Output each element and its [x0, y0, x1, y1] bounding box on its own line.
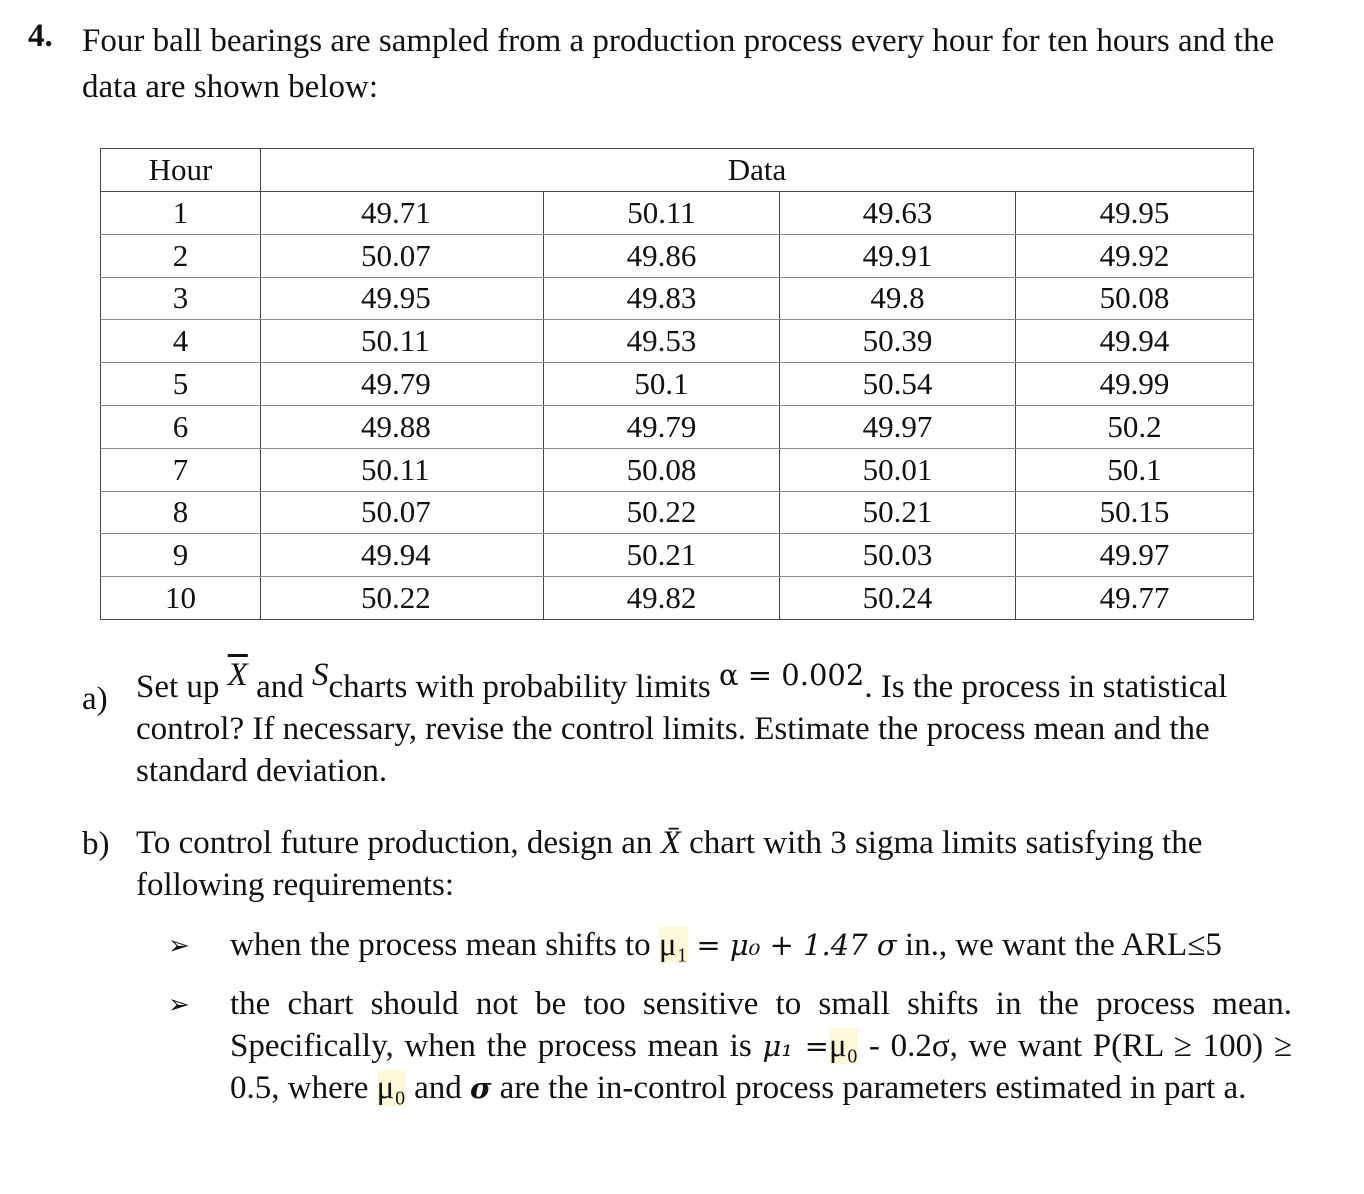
- data-cell: 50.1: [544, 363, 780, 406]
- data-cell: 50.07: [261, 491, 544, 534]
- data-cell: 49.88: [261, 405, 544, 448]
- question-intro: Four ball bearings are sampled from a production process every hour for ten hours and the data are shown below:: [82, 23, 1275, 105]
- bullet-1-text: when the process mean shifts to μ₁ = μ₀ + 1.47 σ in., we want the ARL≤5: [230, 927, 1222, 963]
- table-row: [101, 491, 1254, 534]
- part-a-text: Set up $\overline{X}$ and Scharts with probability limits α = 0.002. Is the process in statistical control? If necessary, revise the control limits. Estimate the process mean and the standard deviation.: [136, 657, 1228, 789]
- data-cell: 50.11: [544, 192, 780, 235]
- data-cell: 49.79: [544, 405, 780, 448]
- data-cell: 49.63: [780, 192, 1016, 235]
- hour-cell: 4: [101, 320, 261, 363]
- data-cell: 50.54: [780, 363, 1016, 406]
- header-hour: Hour: [101, 149, 261, 192]
- question-number: 4.: [28, 18, 53, 54]
- data-cell: 50.08: [544, 448, 780, 491]
- data-cell: 49.83: [544, 277, 780, 320]
- data-cell: 49.91: [780, 234, 1016, 277]
- data-cell: 50.11: [261, 320, 544, 363]
- data-cell: 50.11: [261, 448, 544, 491]
- data-cell: 49.94: [261, 534, 544, 577]
- table-header-row: [101, 149, 1254, 192]
- data-cell: 49.92: [1016, 234, 1254, 277]
- data-cell: 49.94: [1016, 320, 1254, 363]
- xbar-symbol: $\overline{X}$: [227, 657, 248, 693]
- hour-cell: 6: [101, 405, 261, 448]
- part-b-text: To control future production, design an X̄ chart with 3 sigma limits satisfying the following requirements:: [136, 825, 1203, 903]
- s-symbol: S: [312, 657, 329, 693]
- table-row: [101, 234, 1254, 277]
- data-cell: 50.21: [544, 534, 780, 577]
- data-cell: 50.39: [780, 320, 1016, 363]
- data-cell: 49.97: [780, 405, 1016, 448]
- data-cell: 49.71: [261, 192, 544, 235]
- data-cell: 50.15: [1016, 491, 1254, 534]
- xbar-symbol-b: X̄: [660, 825, 681, 861]
- data-cell: 50.21: [780, 491, 1016, 534]
- data-cell: 49.77: [1016, 577, 1254, 620]
- hour-cell: 3: [101, 277, 261, 320]
- table-row: [101, 534, 1254, 577]
- table-row: [101, 448, 1254, 491]
- hour-cell: 7: [101, 448, 261, 491]
- hour-cell: 8: [101, 491, 261, 534]
- data-cell: 49.99: [1016, 363, 1254, 406]
- hour-cell: 1: [101, 192, 261, 235]
- data-cell: 49.95: [1016, 192, 1254, 235]
- bullet-2-text: the chart should not be too sensitive to small shifts in the process mean. Specifically, when the process mean is μ₁ =μ₀ - 0.2σ, we want P(RL ≥ 100) ≥ 0.5, where μ₀ and σ are the in-control process parameters estimated in part a.: [230, 986, 1293, 1106]
- data-table: [100, 148, 1254, 620]
- data-cell: 49.79: [261, 363, 544, 406]
- table-row: [101, 577, 1254, 620]
- data-cell: 49.8: [780, 277, 1016, 320]
- data-cell: 49.53: [544, 320, 780, 363]
- table-row: [101, 363, 1254, 406]
- data-cell: 50.08: [1016, 277, 1254, 320]
- data-cell: 50.01: [780, 448, 1016, 491]
- hour-cell: 10: [101, 577, 261, 620]
- alpha-value: α = 0.002: [718, 658, 865, 692]
- data-cell: 50.2: [1016, 405, 1254, 448]
- data-cell: 49.95: [261, 277, 544, 320]
- data-cell: 49.82: [544, 577, 780, 620]
- hour-cell: 9: [101, 534, 261, 577]
- table-row: [101, 192, 1254, 235]
- data-cell: 50.22: [261, 577, 544, 620]
- data-cell: 50.03: [780, 534, 1016, 577]
- header-data: Data: [261, 149, 1254, 192]
- bullet-arrow-icon: ➢: [168, 990, 190, 1019]
- table-row: [101, 320, 1254, 363]
- data-cell: 50.24: [780, 577, 1016, 620]
- hour-cell: 2: [101, 234, 261, 277]
- table-row: [101, 405, 1254, 448]
- table-body: [101, 192, 1254, 620]
- part-a-label: a): [82, 681, 108, 717]
- data-cell: 50.22: [544, 491, 780, 534]
- part-b-label: b): [82, 826, 110, 862]
- table-row: [101, 277, 1254, 320]
- data-cell: 50.07: [261, 234, 544, 277]
- bullet-arrow-icon: ➢: [168, 931, 190, 960]
- data-cell: 50.1: [1016, 448, 1254, 491]
- data-cell: 49.97: [1016, 534, 1254, 577]
- hour-cell: 5: [101, 363, 261, 406]
- data-cell: 49.86: [544, 234, 780, 277]
